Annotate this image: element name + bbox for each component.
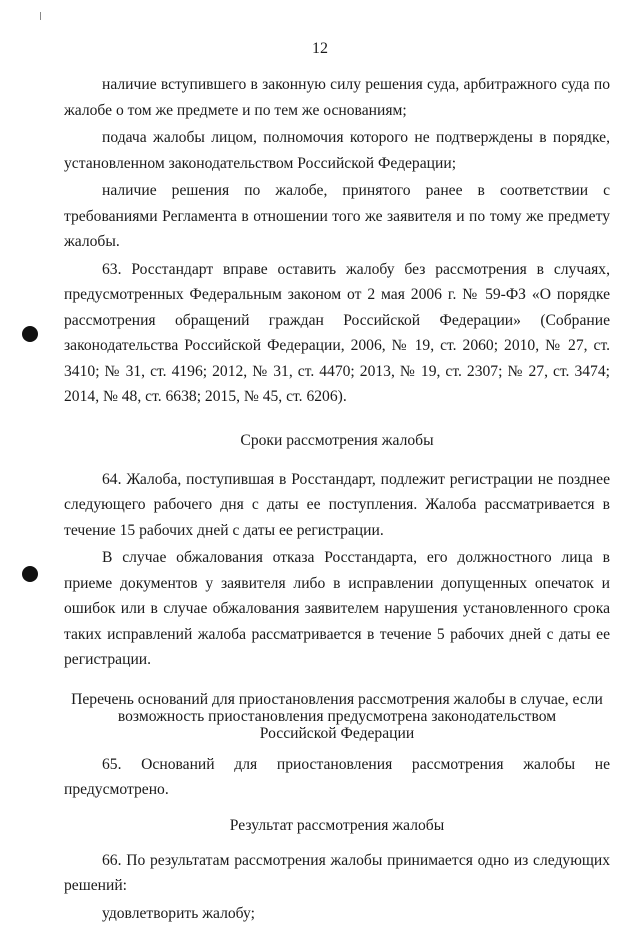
paragraph: наличие вступившего в законную силу решения суда, арбитражного суда по жалобе о том же предмете и по тем же основаниям;: [64, 72, 610, 123]
heading-line: Российской Федерации: [64, 725, 610, 742]
paragraph-63: 63. Росстандарт вправе оставить жалобу без рассмотрения в случаях, предусмотренных Федеральным законом от 2 мая 2006 г. № 59-ФЗ «О порядке рассмотрения обращений граждан Российской Федерации» (Собрание законодательства Российской Федерации, 2006, № 19, ст. 2060; 2010, № 27, ст. 3410; № 31, ст. 4196; 2012, № 31, ст. 4470; 2013, № 19, ст. 2307; № 27, ст. 3474; 2014, № 48, ст. 6638; 2015, № 45, ст. 6206).: [64, 257, 610, 410]
paragraph-65: 65. Оснований для приостановления рассмотрения жалобы не предусмотрено.: [64, 752, 610, 803]
paragraph: подача жалобы лицом, полномочия которого не подтверждены в порядке, установленном законодательством Российской Федерации;: [64, 125, 610, 176]
section-heading-result: Результат рассмотрения жалобы: [64, 817, 610, 834]
punch-hole: [22, 566, 38, 582]
paragraph: наличие решения по жалобе, принятого ранее в соответствии с требованиями Регламента в отношении того же заявителя и по тому же предмету жалобы.: [64, 178, 610, 255]
paragraph-66: 66. По результатам рассмотрения жалобы принимается одно из следующих решений:: [64, 848, 610, 899]
paragraph-64: 64. Жалоба, поступившая в Росстандарт, подлежит регистрации не позднее следующего рабочего дня с даты ее поступления. Жалоба рассматривается в течение 15 рабочих дней с даты ее регистрации.: [64, 467, 610, 544]
paragraph: удовлетворить жалобу;: [64, 901, 610, 926]
heading-line: Перечень оснований для приостановления рассмотрения жалобы в случае, если: [64, 691, 610, 708]
scan-mark: [40, 12, 41, 20]
heading-line: возможность приостановления предусмотрена законодательством: [64, 708, 610, 725]
document-body: [64, 72, 610, 926]
punch-hole: [22, 326, 38, 342]
section-heading-terms: Сроки рассмотрения жалобы: [64, 432, 610, 449]
section-heading-suspension: [64, 691, 610, 742]
page-number: 12: [0, 40, 640, 58]
paragraph: В случае обжалования отказа Росстандарта, его должностного лица в приеме документов у заявителя либо в исправлении допущенных опечаток и ошибок или в случае обжалования заявителем нарушения установленного срока таких исправлений жалоба рассматривается в течение 5 рабочих дней с даты ее регистрации.: [64, 545, 610, 673]
